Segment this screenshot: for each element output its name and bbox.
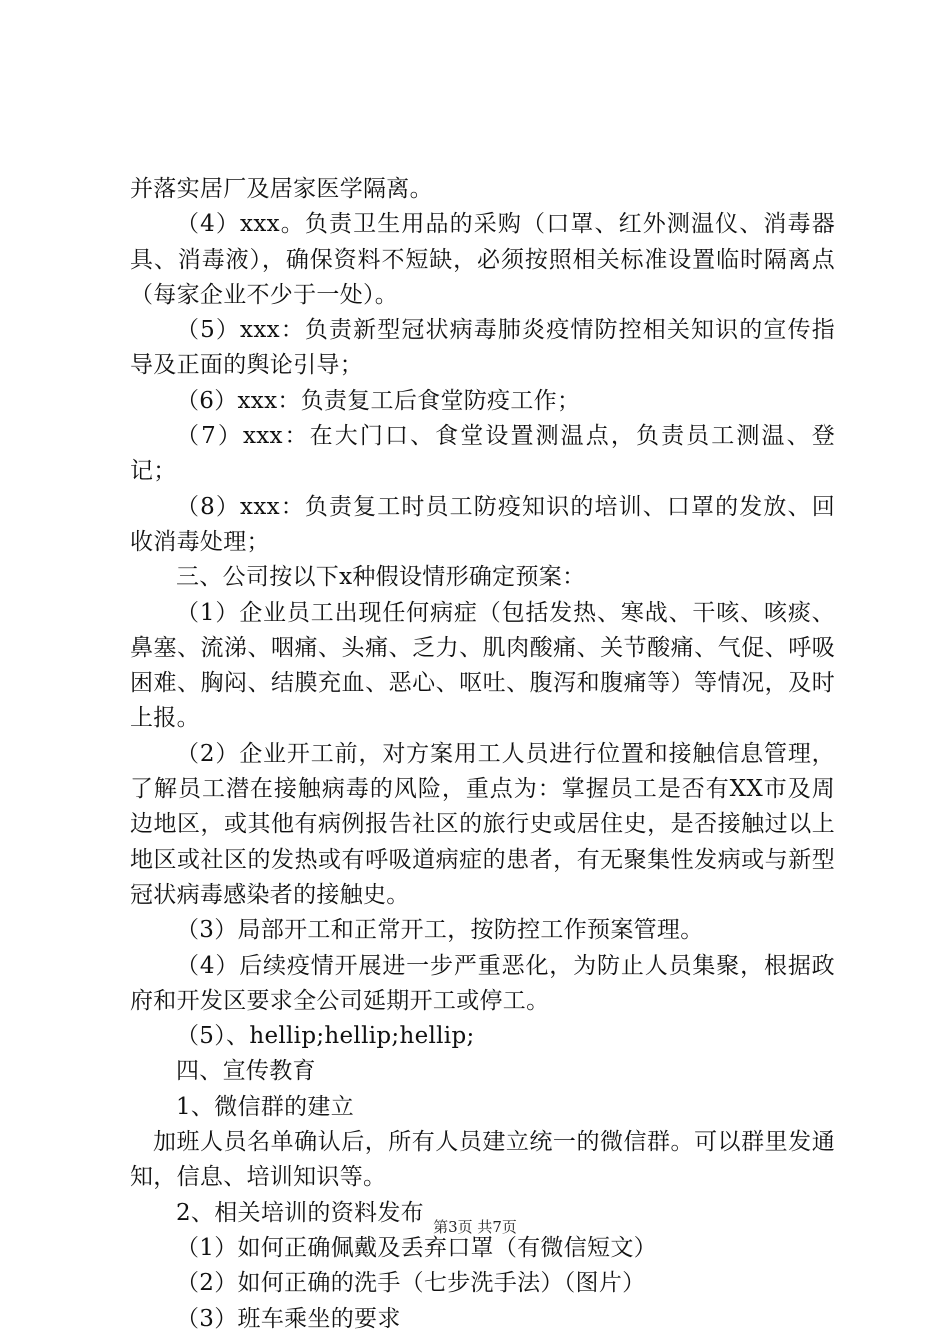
page-footer: 第3页 共7页: [433, 1218, 517, 1236]
list-item: （1）如何正确佩戴及丢弃口罩（有微信短文）: [176, 1234, 657, 1261]
section-heading: 三、公司按以下x种假设情形确定预案：: [176, 564, 586, 591]
paragraph: （5）xxx：负责新型冠状病毒肺炎疫情防控相关知识的宣传指导及正面的舆论引导；: [130, 317, 835, 379]
paragraph: （4）xxx。负责卫生用品的采购（口罩、红外测温仪、消毒器具、消毒液），确保资料不短缺，必须按照相关标准设置临时隔离点（每家企业不少于一处）。: [130, 211, 835, 308]
paragraph: （6）xxx：负责复工后食堂防疫工作；: [176, 387, 581, 414]
paragraph: （7）xxx：在大门口、食堂设置测温点，负责员工测温、登记；: [130, 423, 835, 485]
subheading: 2、相关培训的资料发布: [176, 1199, 424, 1226]
subheading: 1、微信群的建立: [176, 1093, 355, 1120]
paragraph: （2）企业开工前，对方案用工人员进行位置和接触信息管理，了解员工潜在接触病毒的风险，重点为：掌握员工是否有XX市及周边地区，或其他有病例报告社区的旅行史或居住史，是否接触过以上地区或社区的发热或有呼吸道病症的患者，有无聚集性发病或与新型冠状病毒感染者的接触史。: [130, 740, 835, 908]
list-item: （3）班车乘坐的要求: [176, 1305, 401, 1332]
paragraph: （8）xxx：负责复工时员工防疫知识的培训、口罩的发放、回收消毒处理；: [130, 493, 835, 555]
paragraph: 并落实居厂及居家医学隔离。: [130, 176, 433, 202]
paragraph: （1）企业员工出现任何病症（包括发热、寒战、干咳、咳痰、鼻塞、流涕、咽痛、头痛、乏力、肌肉酸痛、关节酸痛、气促、呼吸困难、胸闷、结膜充血、恶心、呕吐、腹泻和腹痛等）等情况，及时上报。: [130, 599, 835, 732]
list-item: （2）如何正确的洗手（七步洗手法）（图片）: [176, 1270, 646, 1297]
paragraph: 加班人员名单确认后，所有人员建立统一的微信群。可以群里发通知，信息、培训知识等。: [130, 1129, 835, 1191]
document-body: [130, 172, 835, 1337]
paragraph: （3）局部开工和正常开工，按防控工作预案管理。: [176, 917, 704, 944]
paragraph: （5）、hellip;hellip;hellip;: [176, 1023, 475, 1050]
paragraph: （4）后续疫情开展进一步严重恶化，为防止人员集聚，根据政府和开发区要求全公司延期开工或停工。: [130, 952, 835, 1014]
section-heading: 四、宣传教育: [176, 1058, 316, 1085]
